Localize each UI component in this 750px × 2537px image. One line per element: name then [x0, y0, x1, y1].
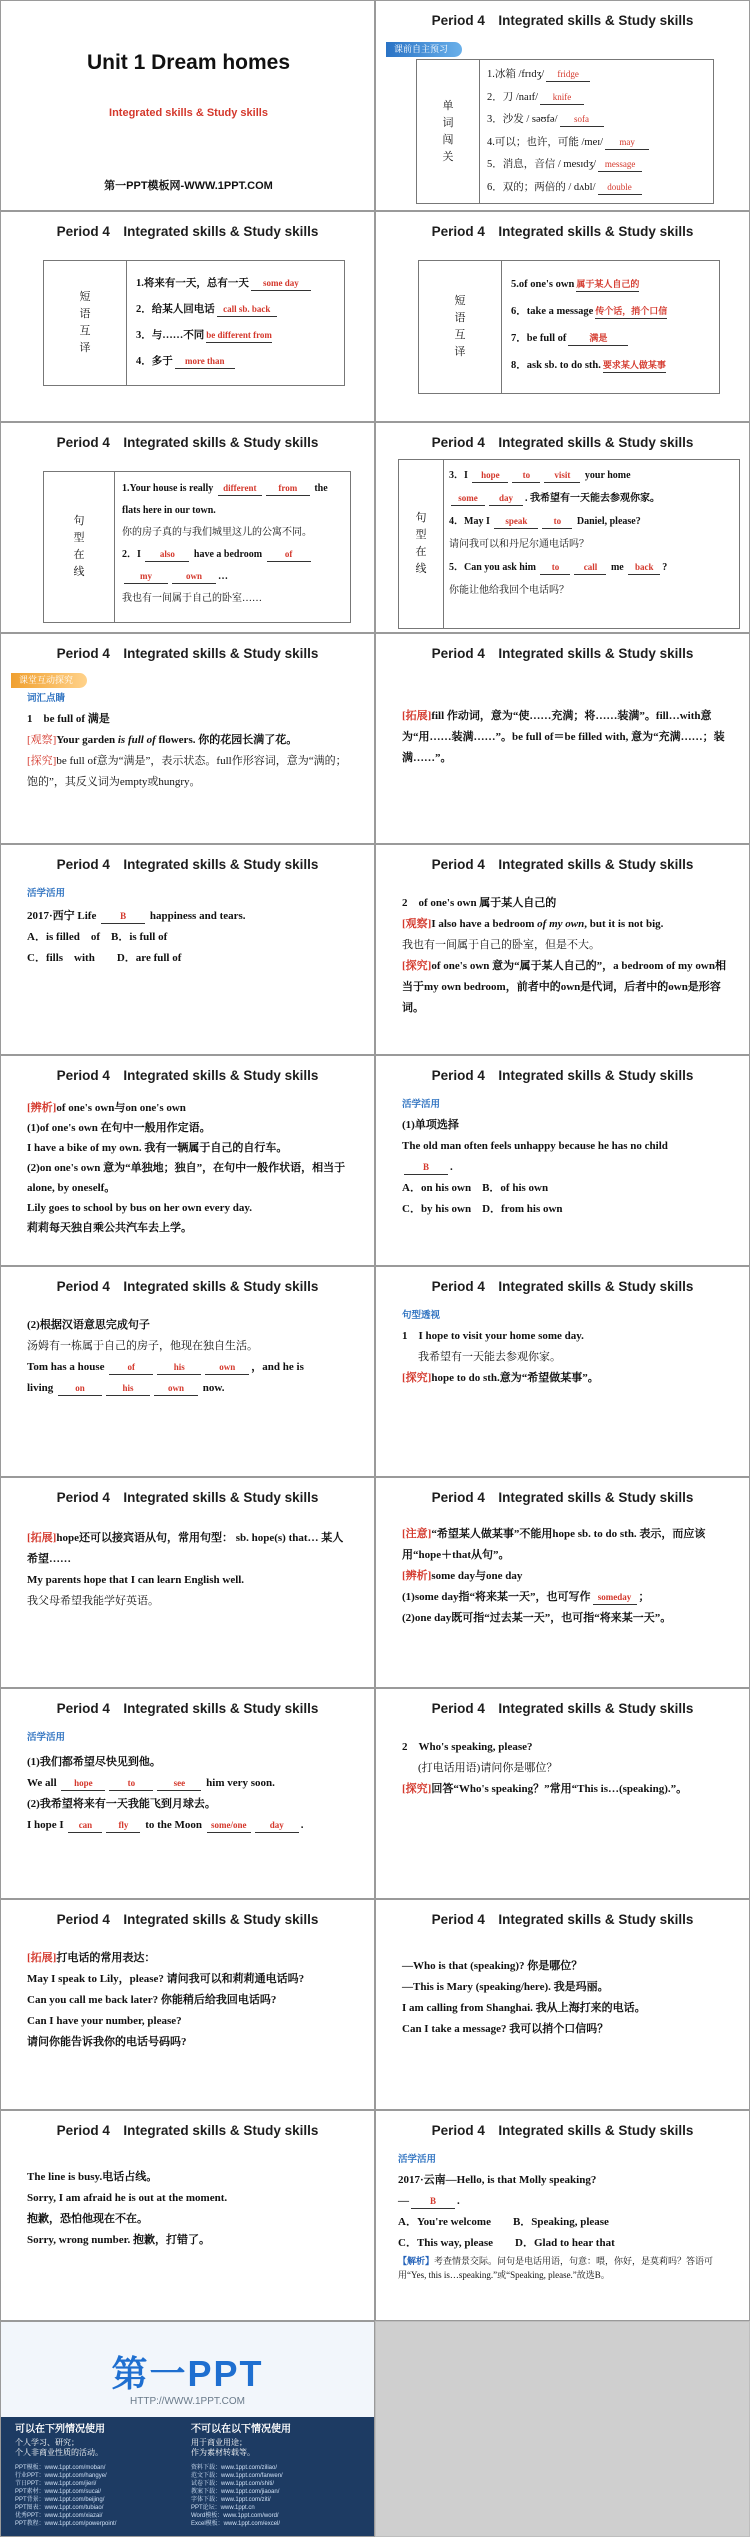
phrase-box-1 [43, 260, 345, 386]
mini-label: 活学活用 [27, 1732, 66, 1743]
extend-line: [拓展]fill 作动词，意为“使……充满；将……装满”。fill…with意为“用……装满……”。be full of＝be filled with, 意为“充满……；装满……”。 [402, 710, 725, 764]
explore-line: [探究]be full of意为“满是”，表示状态。full作形容词，意为“满的；饱的”，其反义词为empty或hungry。 [27, 755, 347, 788]
slide-lecture-6[interactable] [0, 1477, 375, 1688]
slide-header: Period 4 Integrated skills & Study skills [431, 2123, 694, 2138]
resource-link[interactable]: 优秀PPT：www.1ppt.com/xiazai/ [15, 2513, 103, 2519]
sentence-box-1 [43, 471, 351, 623]
slide-lecture-11[interactable] [0, 2110, 375, 2321]
explanation: 【解析】考查情景交际。问句是电话用语，句意：喂，你好，是莫莉吗？答语可用“Yes, this is…speaking.”或“Speaking, please.”故选B。 [398, 2256, 714, 2280]
mini-label: 活学活用 [27, 888, 66, 899]
phone-dialog [402, 1956, 729, 2040]
prompt-1: (1)我们都希望尽快见到他。 [27, 1756, 161, 1768]
dialog-line: —Who is that (speaking)? 你是哪位？ [402, 1960, 583, 1972]
slide-lecture-1[interactable] [0, 633, 375, 844]
phrase-item: 7．be full of 满是 [511, 325, 669, 352]
word-item: 5．消息，音信 / mesɪdʒ/ message [487, 154, 651, 177]
allowed-column: 可以在下列情况使用 个人学习、研究； 个人非商业性质的活动。 PPT模板：www.1ppt.com/moban/ 行业PPT：www.1ppt.com/hangye/ 节日PPT：www.1ppt.com/jieri/ PPT素材：www.1ppt.com/sucai/ PPT背景：www.1ppt.com/beijing/ PPT图表：www.1ppt.com/tubiao/ 优秀PPT：www.1ppt.com/xiazai/ PPT教程：www.1ppt.com/powerpoint/ [15, 2425, 185, 2528]
word-item: 6．双的；两倍的 / dʌbl/ double [487, 177, 651, 200]
slide-phrases-2[interactable] [375, 211, 750, 422]
slide-header: Period 4 Integrated skills & Study skills [56, 1279, 319, 1294]
slide-header: Period 4 Integrated skills & Study skills [56, 1490, 319, 1505]
slide-header: Period 4 Integrated skills & Study skills [431, 1912, 694, 1927]
empty-slot [375, 2321, 750, 2537]
resource-link[interactable]: 行业PPT：www.1ppt.com/hangye/ [15, 2473, 107, 2479]
unit-title: Unit 1 Dream homes [86, 51, 291, 74]
word-item: 1.冰箱 /frɪdʒ/ fridge [487, 64, 651, 87]
slide-header: Period 4 Integrated skills & Study skills [56, 646, 319, 661]
resource-link[interactable]: 字体下载：www.1ppt.com/ziti/ [191, 2497, 271, 2503]
phrase-line: The line is busy.电话占线。 [27, 2171, 158, 2183]
site-label: 第一PPT模板网-WWW.1PPT.COM [104, 180, 273, 192]
slide-lecture-9[interactable] [0, 1899, 375, 2110]
question: 2017·云南—Hello, is that Molly speaking? [398, 2174, 597, 2186]
slide-lecture-3[interactable] [375, 844, 750, 1055]
slide-header: Period 4 Integrated skills & Study skills [56, 1701, 319, 1716]
fill-line-1: We all hope to see him very soon. [27, 1777, 275, 1789]
part-title: (2)根据汉语意思完成句子 [27, 1319, 150, 1331]
slide-word-pass[interactable] [375, 0, 750, 211]
slide-header: Period 4 Integrated skills & Study skills [431, 857, 694, 872]
slide-exercise-4[interactable] [0, 1688, 375, 1899]
options-cd: C．by his own D．from his own [402, 1203, 563, 1215]
slide-ad[interactable] [0, 2321, 375, 2537]
options-ab: A．on his own B．of his own [402, 1182, 549, 1194]
phrase-list-1 [136, 271, 313, 375]
compare-item-2: (2)one day既可指“过去某一天”，也可指“将来某一天”。 [402, 1612, 672, 1624]
usage-line: 用于商业用途； [191, 2438, 247, 2447]
phrase-item: 3．与……不同 be different from [136, 330, 272, 341]
explore-line: [探究]回答“Who's speaking？”常用“This is…(speaking).”。 [402, 1783, 688, 1795]
sentence-list-2: 3．I hope to visit your home some day . 我希望有一天能去参观你家。 4．May I speak to Daniel, please? 请问我可以和丹尼尔通电话吗？ 5．Can you ask him to call me back ? 你能让他给我回个电话吗？ [449, 470, 668, 596]
options-cd: C．This way, please D．Glad to hear that [398, 2237, 615, 2249]
phrase-item: 5.of one's own 属于某人自己的 [511, 279, 640, 290]
phrase-line: Sorry, wrong number. 抱歉，打错了。 [27, 2234, 211, 2246]
explore-line: [探究]of one's own 意为“属于某人自己的”，a bedroom of my own相当于my own bedroom，前者中的own是代词，后者中的own是形容词。 [402, 960, 726, 1014]
answer-line: — B . [398, 2195, 460, 2207]
phrase-box-2 [418, 260, 720, 394]
site-url: HTTP://WWW.1PPT.COM [130, 2396, 245, 2407]
slide-lecture-10[interactable] [375, 1899, 750, 2110]
slide-header: Period 4 Integrated skills & Study skills [56, 857, 319, 872]
slide-phrases-1[interactable] [0, 211, 375, 422]
observe-line: [观察]Your garden is full of flowers. 你的花园长满了花。 [27, 734, 298, 746]
word-item: 2．刀 /naɪf/ knife [487, 87, 651, 110]
slide-exercise-3[interactable] [0, 1266, 375, 1477]
question: 2017·西宁 Life B happiness and tears. [27, 910, 246, 922]
word-list [487, 64, 651, 199]
word-box [416, 59, 714, 204]
answer-line: B . [402, 1157, 729, 1178]
observe-translation: 我也有一间属于自己的卧室，但是不大。 [402, 939, 600, 951]
phone-expressions [27, 1948, 354, 2053]
options-ab: A．You're welcome B．Speaking, please [398, 2216, 609, 2228]
compare-title: [辨析]of one's own与on one's own [27, 1102, 186, 1114]
word-item: 4.可以；也许，可能 /meɪ/ may [487, 132, 651, 155]
question: The old man often feels unhappy because he has no child [402, 1140, 668, 1152]
resource-link[interactable]: PPT背景：www.1ppt.com/beijing/ [15, 2497, 105, 2503]
extend-line: [拓展]hope还可以接宾语从句，常用句型： sb. hope(s) that… 某人希望…… [27, 1532, 344, 1565]
expression-line: May I speak to Lily，please? 请问我可以和莉莉通电话吗? [27, 1973, 305, 1985]
resource-link[interactable]: PPT模板：www.1ppt.com/moban/ [15, 2465, 106, 2471]
slide-header: Period 4 Integrated skills & Study skills [431, 1279, 694, 1294]
phrase-line: Sorry, I am afraid he is out at the moment. [27, 2192, 228, 2204]
compare-line: (2)on one's own 意为“单独地；独自”，在句中一般作状语，相当于alone, by oneself。 [27, 1162, 346, 1194]
slide-exercise-5[interactable] [375, 2110, 750, 2321]
resource-link[interactable]: 范文下载：www.1ppt.com/fanwen/ [191, 2473, 283, 2479]
key-translation: (打电话用语)请问你是哪位？ [418, 1762, 558, 1774]
phrase-item: 8．ask sb. to do sth. 要求某人做某事 [511, 360, 666, 371]
slide-header: Period 4 Integrated skills & Study skills [431, 1490, 694, 1505]
resource-link[interactable]: Word模板：www.1ppt.com/word/ [191, 2513, 279, 2519]
slide-lecture-8[interactable] [375, 1688, 750, 1899]
ad-info-panel [1, 2417, 374, 2537]
resource-link[interactable]: PPT论坛：www.1ppt.cn [191, 2505, 255, 2511]
slide-header: Period 4 Integrated skills & Study skills [431, 224, 694, 239]
resource-link[interactable]: 资料下载：www.1ppt.com/ziliao/ [191, 2465, 278, 2471]
slide-header: Period 4 Integrated skills & Study skills [56, 224, 319, 239]
point-title: 1 be full of 满是 [27, 713, 110, 725]
phrase-item: 4．多于 more than [136, 349, 313, 375]
slide-header: Period 4 Integrated skills & Study skills [431, 646, 694, 661]
key-sentence: 2 Who's speaking, please? [402, 1741, 533, 1753]
expression-line: Can you call me back later? 你能稍后给我回电话吗? [27, 1994, 277, 2006]
phrase-item: 1.将来有一天，总有一天 some day [136, 271, 313, 297]
usage-line: 作为素材转载等。 [191, 2448, 255, 2457]
slide-header: Period 4 Integrated skills & Study skills [431, 1701, 694, 1716]
slide-header: Period 4 Integrated skills & Study skills [56, 1068, 319, 1083]
mini-label: 活学活用 [398, 2154, 437, 2165]
slide-sentences-2[interactable] [375, 422, 750, 633]
box-label: 短语互译 [44, 261, 127, 385]
box-label: 句型在线 [399, 460, 444, 628]
fill-line-1: Tom has a house of his own ，and he is [27, 1361, 304, 1373]
slide-header: Period 4 Integrated skills & Study skills [431, 13, 694, 28]
slide-lecture-4[interactable] [0, 1055, 375, 1266]
sentence-box-2 [398, 459, 740, 629]
phrase-item: 2．给某人回电话 call sb. back [136, 297, 313, 323]
example-translation: 我父母希望我能学好英语。 [27, 1595, 159, 1607]
site-logo: 第一PPT [111, 2353, 264, 2394]
dialog-line: Can I take a message? 我可以捎个口信吗？ [402, 2023, 609, 2035]
slide-header: Period 4 Integrated skills & Study skills [56, 1912, 319, 1927]
resource-link[interactable]: Excel模板：www.1ppt.com/excel/ [191, 2521, 281, 2527]
pre-class-badge: 课前自主预习 [386, 39, 462, 57]
box-label: 句型在线 [44, 472, 115, 622]
phrase-line: 抱歉，恐怕他现在不在。 [27, 2213, 148, 2225]
slide-lecture-2[interactable] [375, 633, 750, 844]
slide-header: Period 4 Integrated skills & Study skills [431, 1068, 694, 1083]
key-sentence: 1 I hope to visit your home some day. [402, 1330, 584, 1342]
resource-link[interactable]: PPT教程：www.1ppt.com/powerpoint/ [15, 2521, 117, 2527]
slide-header: Period 4 Integrated skills & Study skills [56, 435, 319, 450]
dialog-line: I am calling from Shanghai. 我从上海打来的电话。 [402, 2002, 646, 2014]
compare-line: 莉莉每天独自乘公共汽车去上学。 [27, 1222, 192, 1234]
expression-line: Can I have your number, please? [27, 2015, 182, 2027]
resource-link[interactable]: 试卷下载：www.1ppt.com/shiti/ [191, 2481, 275, 2487]
compare-line: Lily goes to school by bus on her own every day. [27, 1202, 253, 1214]
fill-line-2: living on his own now. [27, 1382, 225, 1394]
resource-link[interactable]: 节日PPT：www.1ppt.com/jieri/ [15, 2481, 97, 2487]
box-label: 单词闯关 [417, 60, 480, 203]
slide-header: Period 4 Integrated skills & Study skills [431, 435, 694, 450]
forbidden-column: 不可以在以下情况使用 用于商业用途； 作为素材转载等。 资料下载：www.1ppt.com/ziliao/ 范文下载：www.1ppt.com/fanwen/ 试卷下载：www.1ppt.com/shiti/ 教案下载：www.1ppt.com/jiaoan/ 字体下载：www.1ppt.com/ziti/ PPT论坛：www.1ppt.cn Word模板：www.1ppt.com/word/ Excel模板：www.1ppt.com/excel/ [191, 2425, 361, 2528]
fill-line-2: I hope I can fly to the Moon some/one day . [27, 1819, 304, 1831]
slide-header: Period 4 Integrated skills & Study skills [56, 2123, 319, 2138]
observe-line: [观察]I also have a bedroom of my own, but it is not big. [402, 918, 664, 930]
resource-link[interactable]: PPT素材：www.1ppt.com/sucai/ [15, 2489, 102, 2495]
prompt-2: (2)我希望将来有一天我能飞到月球去。 [27, 1798, 216, 1810]
resource-link[interactable]: PPT图表：www.1ppt.com/tubiao/ [15, 2505, 104, 2511]
mini-label: 句型透视 [402, 1310, 441, 1321]
mini-label: 词汇点睛 [27, 693, 66, 704]
lesson-subtitle: Integrated skills & Study skills [109, 107, 268, 119]
slide-lecture-7[interactable] [375, 1477, 750, 1688]
note-line: [注意]“希望某人做某事”不能用hope sb. to do sth. 表示，而应该用“hope＋that从句”。 [402, 1528, 706, 1561]
in-class-badge: 课堂互动探究 [11, 670, 87, 688]
compare-line: (1)of one's own 在句中一般用作定语。 [27, 1122, 211, 1134]
dialog-line: —This is Mary (speaking/here). 我是玛丽。 [402, 1981, 609, 1993]
box-label: 短语互译 [419, 261, 502, 393]
slide-exercise-2[interactable] [375, 1055, 750, 1266]
slide-exercise-1[interactable] [0, 844, 375, 1055]
phone-phrases [27, 2167, 354, 2251]
compare-title: [辨析]some day与one day [402, 1570, 523, 1582]
usage-line: 个人学习、研究； [15, 2438, 79, 2447]
sentence-list-1: 1.Your house is really different from the flats here in our town. 你的房子真的与我们城里这儿的公寓不同。 2．I also have a bedroom of my own … 我也有一间属于自己的卧室…… [122, 483, 328, 604]
key-translation: 我希望有一天能去参观你家。 [418, 1351, 561, 1363]
options-ab: A．is filled of B．is full of [27, 931, 168, 943]
expression-line: 请问你能告诉我你的电话号码吗? [27, 2036, 187, 2048]
compare-line: I have a bike of my own. 我有一辆属于自己的自行车。 [27, 1142, 288, 1154]
resource-link[interactable]: 教案下载：www.1ppt.com/jiaoan/ [191, 2489, 280, 2495]
slide-lecture-5[interactable] [375, 1266, 750, 1477]
compare-block [27, 1098, 354, 1238]
mini-label: 活学活用 [402, 1099, 441, 1110]
extend-line: [拓展]打电话的常用表达： [27, 1952, 156, 1964]
example-sentence: My parents hope that I can learn English well. [27, 1574, 245, 1586]
explore-line: [探究]hope to do sth.意为“希望做某事”。 [402, 1372, 599, 1384]
options-cd: C．fills with D．are full of [27, 952, 182, 964]
chinese-prompt: 汤姆有一栋属于自己的房子，他现在独自生活。 [27, 1340, 258, 1352]
title-slide[interactable] [0, 0, 375, 211]
compare-item-1: (1)some day指“将来某一天”，也可写作 someday ； [402, 1591, 650, 1603]
slide-sentences-1[interactable] [0, 422, 375, 633]
usage-line: 个人非商业性质的活动。 [15, 2448, 103, 2457]
phrase-list-2 [511, 271, 669, 379]
phrase-item: 6．take a message 传个话，捎个口信 [511, 306, 668, 317]
word-item: 3．沙发 / səʊfə/ sofa [487, 109, 651, 132]
point-title: 2 of one's own 属于某人自己的 [402, 897, 557, 909]
part-title: (1)单项选择 [402, 1119, 459, 1131]
